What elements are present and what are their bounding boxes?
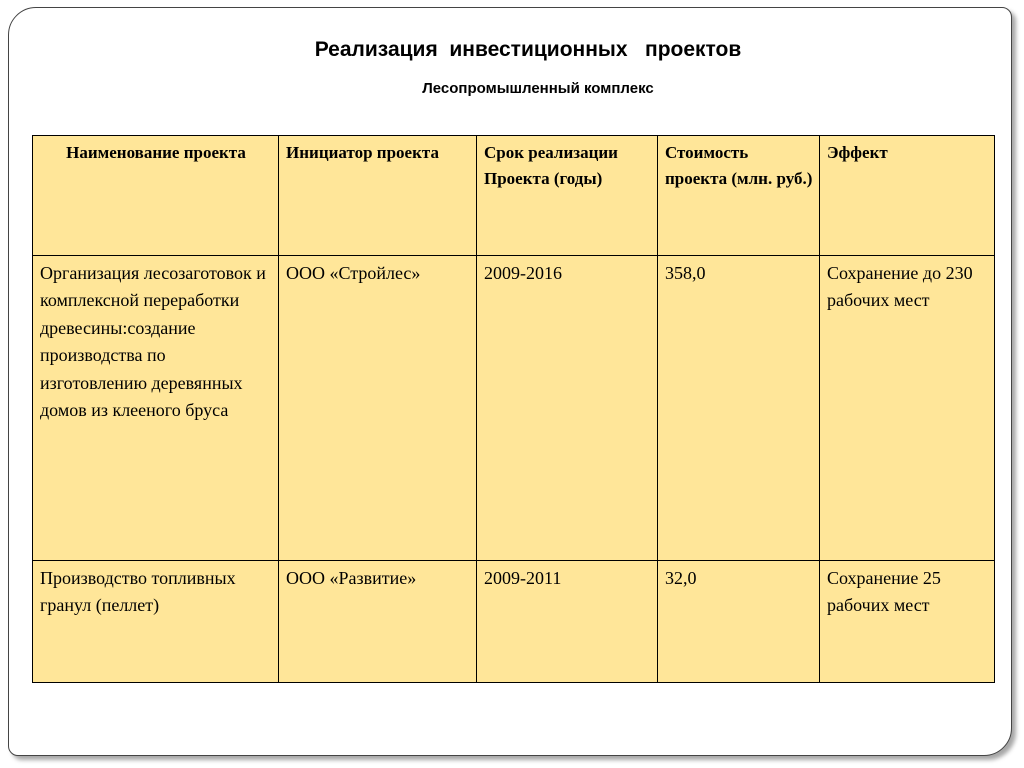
header-project-name: Наименование проекта (33, 136, 279, 256)
header-effect: Эффект (820, 136, 995, 256)
cell-period: 2009-2016 (477, 256, 658, 561)
header-initiator: Инициатор проекта (279, 136, 477, 256)
header-cost: Стоимость проекта (млн. руб.) (658, 136, 820, 256)
cell-project-name: Организация лесозаготовок и комплексной переработки древесины:создание производства по изготовлению деревянных домов из клееного бруса (33, 256, 279, 561)
cell-effect: Сохранение 25 рабочих мест (820, 561, 995, 683)
projects-table (32, 135, 995, 683)
cell-cost: 358,0 (658, 256, 820, 561)
cell-initiator: ООО «Стройлес» (279, 256, 477, 561)
table-row (33, 256, 995, 561)
cell-project-name: Производство топливных гранул (пеллет) (33, 561, 279, 683)
cell-initiator: ООО «Развитие» (279, 561, 477, 683)
cell-period: 2009-2011 (477, 561, 658, 683)
table-header-row (33, 136, 995, 256)
header-period: Срок реализации Проекта (годы) (477, 136, 658, 256)
slide-subtitle: Лесопромышленный комплекс (422, 80, 654, 97)
table-row (33, 561, 995, 683)
slide-title: Реализация инвестиционных проектов (314, 38, 742, 61)
cell-effect: Сохранение до 230 рабочих мест (820, 256, 995, 561)
cell-cost: 32,0 (658, 561, 820, 683)
